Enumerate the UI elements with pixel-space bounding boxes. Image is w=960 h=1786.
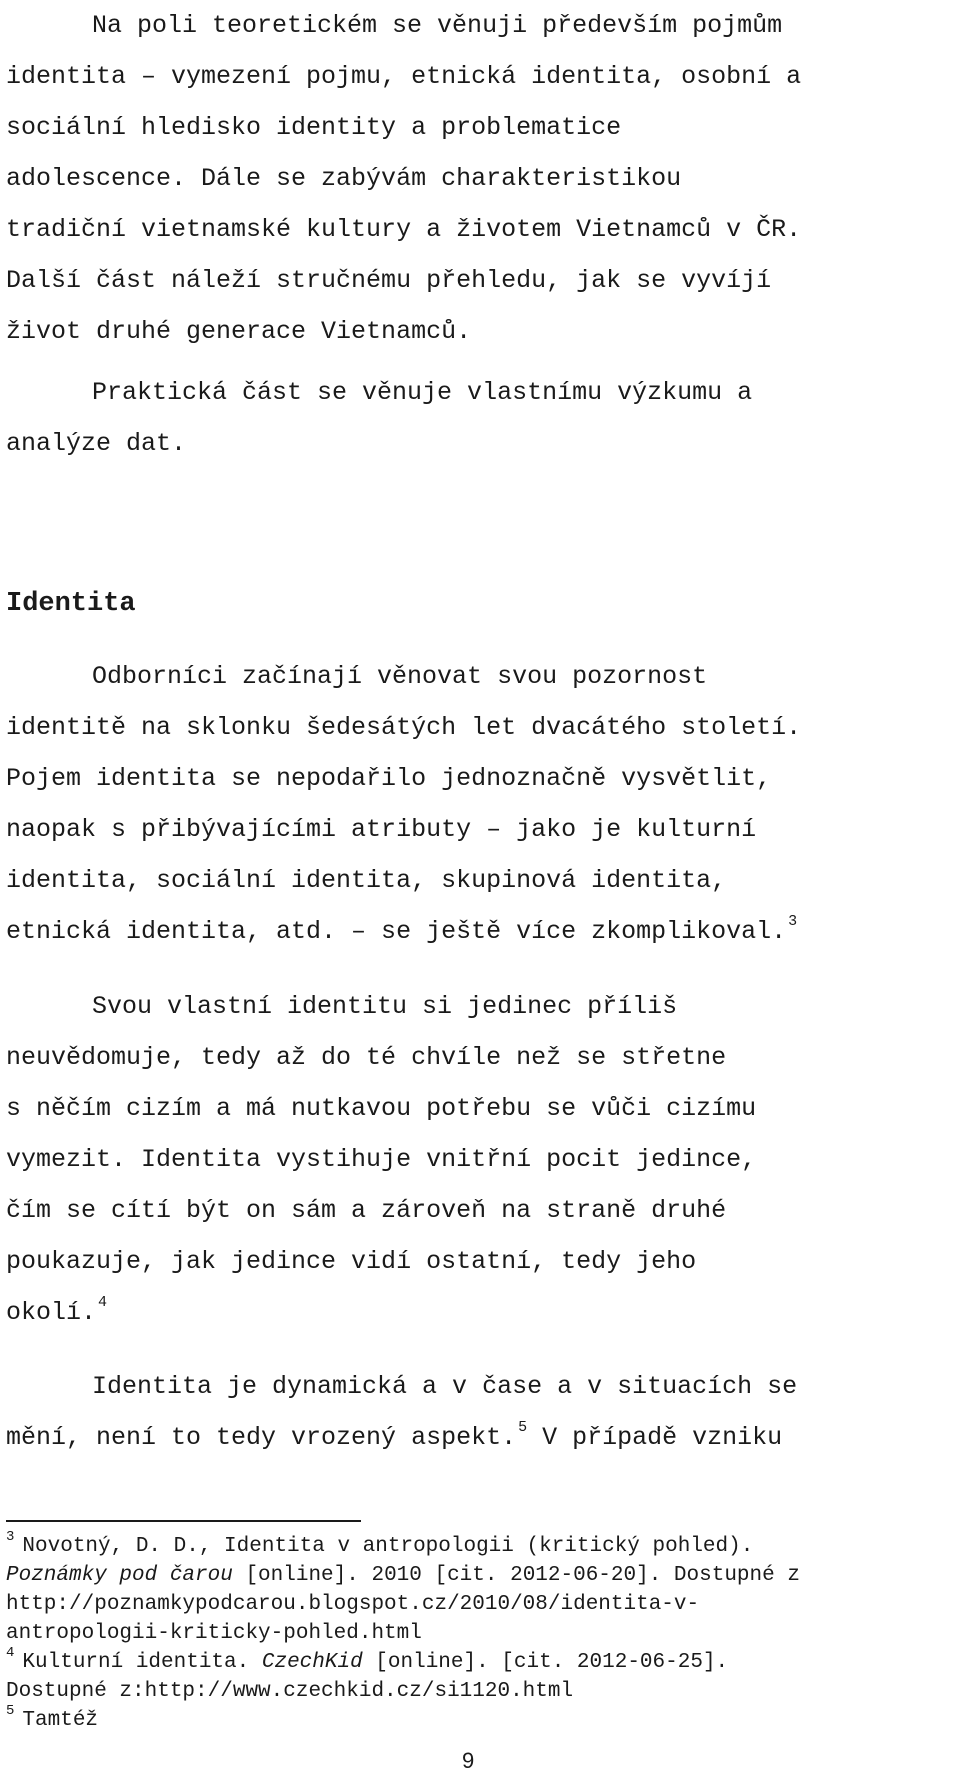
text-line: vymezit. Identita vystihuje vnitřní pocit jedince, [6, 1145, 757, 1174]
page-number: 9 [462, 1748, 475, 1773]
text-line: naopak s přibývajícími atributy – jako je kulturní [6, 815, 757, 844]
footnote-number: 3 [6, 1529, 15, 1545]
text-line: Další část náleží stručnému přehledu, jak se vyvíjí [6, 266, 772, 295]
footnote-number: 4 [6, 1645, 15, 1661]
footnotes: $^3$ Novotný, D. D., Identita v antropologii (kritický pohled). Poznámky pod čarou [online]. 2010 [cit. 2012-06-20]. Dostupné z http://poznamkypodcarou.blogspot.cz/2010/08/identita-v- antropologii-kriticky-pohled.html $^4$ Kulturní identita. CzechKid [online]. [cit. 2012-06-25]. Dostupné z:http://www.czechkid.cz/si1120.html $^5$ Tamtéž [6, 1532, 954, 1735]
text-line: identita – vymezení pojmu, etnická identita, osobní a [6, 62, 802, 91]
text-line: tradiční vietnamské kultury a životem Vietnamců v ČR. [6, 215, 802, 244]
footnote-link[interactable]: Dostupné z:http://www.czechkid.cz/si1120.html [6, 1680, 574, 1703]
text-line: mění, není to tedy vrozený aspekt. [6, 1423, 517, 1452]
footnote-number: 5 [6, 1703, 15, 1719]
paragraph-identity-self [6, 981, 954, 1338]
text-line: s něčím cizím a má nutkavou potřebu se vůči cizímu [6, 1094, 757, 1123]
text-line: identitě na sklonku šedesátých let dvacátého století. [6, 713, 802, 742]
footnote-source-title: CzechKid [261, 1651, 363, 1674]
text-line: adolescence. Dále se zabývám charakteristikou [6, 164, 682, 193]
text-line: čím se cítí být on sám a zároveň na straně druhé [6, 1196, 727, 1225]
text-line: Odborníci začínají věnovat svou pozornost [92, 662, 708, 691]
paragraph-identity-dynamic [6, 1361, 954, 1463]
footnote-reference[interactable]: 5 [518, 1418, 528, 1436]
text-line: poukazuje, jak jedince vidí ostatní, tedy jeho [6, 1247, 697, 1276]
text-line: V případě vzniku [527, 1423, 783, 1452]
paragraph-introduction [6, 0, 954, 357]
footnote-link[interactable]: antropologii-kriticky-pohled.html [6, 1622, 422, 1645]
text-line: sociální hledisko identity a problematice [6, 113, 622, 142]
text-line: život druhé generace Vietnamců. [6, 317, 472, 346]
text-line: neuvědomuje, tedy až do té chvíle než se střetne [6, 1043, 727, 1072]
text-line: Svou vlastní identitu si jedinec příliš [92, 992, 678, 1021]
text-line: identita, sociální identita, skupinová identita, [6, 866, 727, 895]
footnote-divider [6, 1520, 361, 1522]
text-line: Pojem identita se nepodařilo jednoznačně vysvětlit, [6, 764, 772, 793]
footnote-5: $^5$ Tamtéž [6, 1703, 99, 1732]
footnote-reference[interactable]: 3 [788, 912, 798, 930]
footnote-source-title: Poznámky pod čarou [6, 1564, 233, 1587]
text-line: analýze dat. [6, 429, 187, 458]
footnote-3: $^3$ Novotný, D. D., Identita v antropologii (kritický pohled). [6, 1529, 754, 1558]
footnote-4: $^4$ Kulturní identita. CzechKid [online]. [cit. 2012-06-25]. [6, 1645, 729, 1674]
text-line: Na poli teoretickém se věnuji především pojmům [92, 11, 783, 40]
text-line: Praktická část se věnuje vlastnímu výzkumu a [92, 378, 753, 407]
paragraph-practical [6, 367, 954, 469]
section-heading: Identita [6, 589, 136, 619]
text-line: etnická identita, atd. – se ještě více zkomplikoval. [6, 917, 787, 946]
footnote-reference[interactable]: 4 [98, 1293, 108, 1311]
footnote-link[interactable]: http://poznamkypodcarou.blogspot.cz/2010/08/identita-v- [6, 1593, 700, 1616]
text-line: Identita je dynamická a v čase a v situacích se [92, 1372, 798, 1401]
text-line: okolí. [6, 1298, 97, 1327]
paragraph-identity-definition [6, 651, 954, 957]
